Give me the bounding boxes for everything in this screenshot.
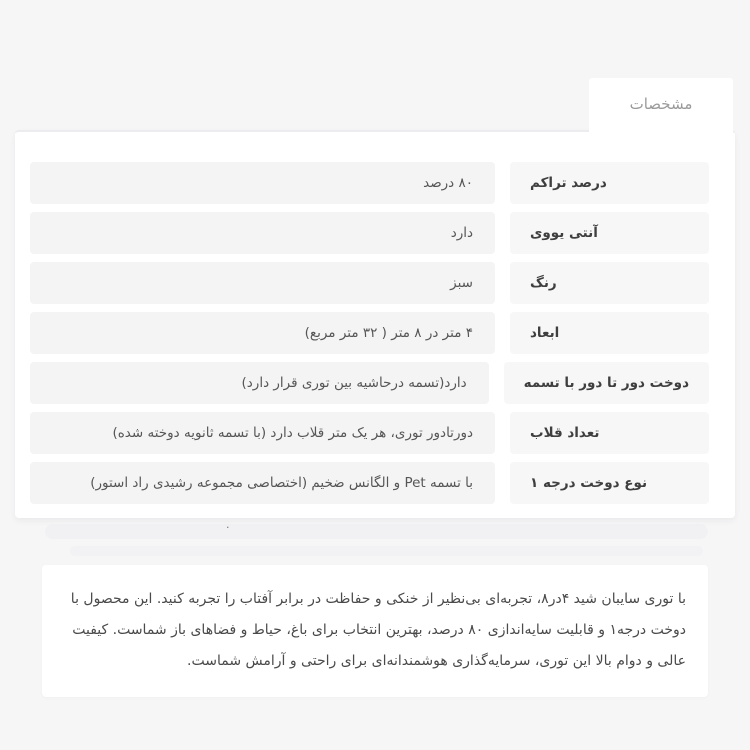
- spec-row-dimensions: [30, 312, 709, 354]
- spec-label: تعداد قلاب: [510, 412, 709, 454]
- tab-specifications[interactable]: مشخصات: [589, 78, 733, 141]
- spec-row-color: [30, 262, 709, 304]
- spec-row-density: [30, 162, 709, 204]
- spec-value: دورتادور توری، هر یک متر قلاب دارد (با تسمه ثانویه دوخته شده): [30, 412, 495, 454]
- spec-row-edge-stitching: [30, 362, 709, 404]
- spec-label: آنتی یووی: [510, 212, 709, 254]
- skeleton-band-bottom: [70, 546, 703, 556]
- spec-row-anti-uv: [30, 212, 709, 254]
- spec-row-stitch-type: [30, 462, 709, 504]
- description-card: [42, 565, 708, 697]
- spec-row-hook-count: [30, 412, 709, 454]
- spec-label: درصد تراکم: [510, 162, 709, 204]
- spec-value: دارد(تسمه درحاشیه بین توری قرار دارد): [30, 362, 489, 404]
- spec-label: دوخت دور تا دور با تسمه: [504, 362, 709, 404]
- skeleton-band-top: [45, 524, 708, 539]
- spec-label: ابعاد: [510, 312, 709, 354]
- spec-value: سبز: [30, 262, 495, 304]
- spec-label: رنگ: [510, 262, 709, 304]
- description-text: با توری سایبان شید ۴در۸، تجربه‌ای بی‌نظیر از خنکی و حفاظت در برابر آفتاب را تجربه کنید. این محصول با دوخت درجه۱ و قابلیت سایه‌اندازی ۸۰ درصد، بهترین انتخاب برای باغ، حیاط و فضاهای باز شماست. کیفیت عالی و دوام بالا این توری، سرمایه‌گذاری هوشمندانه‌ای برای راحتی و آرامش شماست.: [70, 591, 686, 669]
- spec-value: ۸۰ درصد: [30, 162, 495, 204]
- spec-value: دارد: [30, 212, 495, 254]
- spec-label: نوع دوخت درجه ۱: [510, 462, 709, 504]
- spec-value: با تسمه Pet و الگانس ضخیم (اختصاصی مجموعه رشیدی راد استور): [30, 462, 495, 504]
- spec-value: ۴ متر در ۸ متر ( ۳۲ متر مربع): [30, 312, 495, 354]
- stray-dot: .: [226, 518, 230, 531]
- specifications-card: [15, 130, 735, 518]
